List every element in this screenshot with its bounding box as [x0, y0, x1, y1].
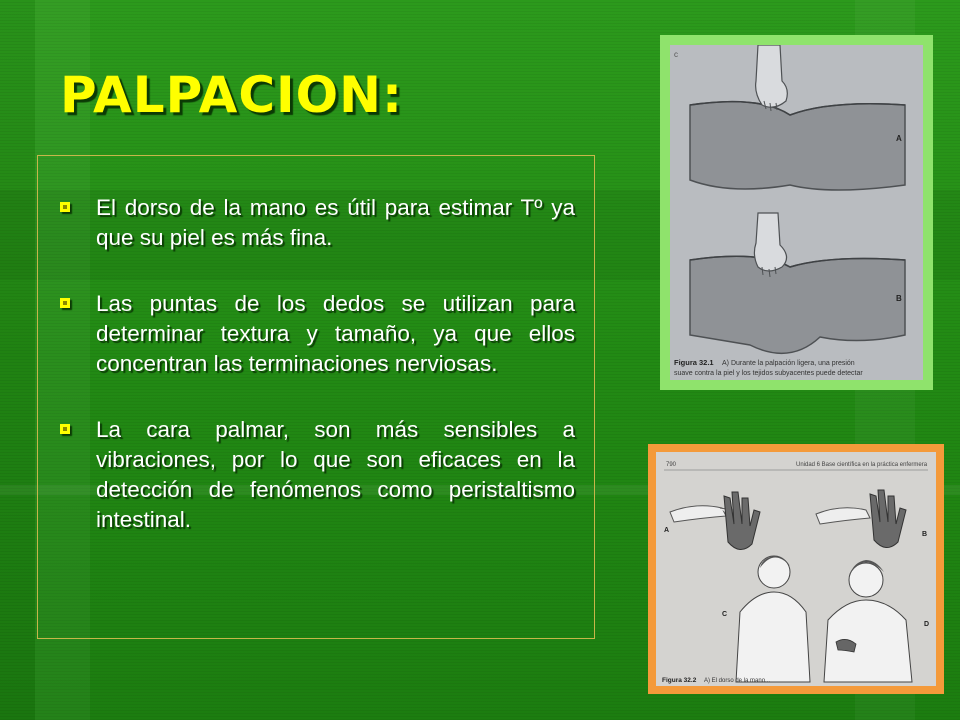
figure2-caption-line1: A) El dorso de la mano... [704, 678, 771, 684]
figure-palpation-techniques [648, 444, 944, 694]
figure1-caption-line2: suave contra la piel y los tejidos subyacentes puede detectar [674, 370, 863, 377]
figure2-label-b: B [922, 531, 928, 538]
bullet-text: Las puntas de los dedos se utilizan para determinar textura y tamaño, ya que ellos concentran las terminaciones nerviosas. [96, 291, 575, 376]
figure2-label-d: D [924, 621, 930, 628]
square-bullet-icon [60, 298, 70, 308]
figure2-label-a: A [664, 527, 670, 534]
hands-illustration [656, 452, 936, 686]
slide-title: PALPACION: [60, 66, 404, 124]
figure-palpation-light [660, 35, 933, 390]
background-stripe [0, 0, 35, 720]
figure2-page-number: 790 [666, 462, 677, 468]
figure1-caption-line1: A) Durante la palpación ligera, una presión [722, 360, 855, 367]
bullet-item [60, 193, 575, 253]
figure2-header: Unidad 6 Base científica en la práctica enfermera [796, 462, 928, 468]
square-bullet-icon [60, 424, 70, 434]
bullet-text: El dorso de la mano es útil para estimar Tº ya que su piel es más fina. [96, 195, 575, 250]
figure2-label-c: C [722, 611, 728, 618]
bullet-text: La cara palmar, son más sensibles a vibraciones, por lo que son eficaces en la detección de fenómenos como peristaltismo intestinal. [96, 417, 575, 532]
square-bullet-icon [60, 202, 70, 212]
label-a: A [896, 134, 902, 143]
bullet-item [60, 415, 575, 535]
bullet-item [60, 289, 575, 379]
label-b: B [896, 294, 902, 303]
figure2-caption-number: Figura 32.2 [662, 677, 697, 684]
palpation-illustration [670, 45, 923, 380]
figure1-caption-number: Figura 32.1 [674, 358, 714, 367]
corner-mark: c [674, 50, 678, 59]
bullet-list [60, 193, 575, 571]
